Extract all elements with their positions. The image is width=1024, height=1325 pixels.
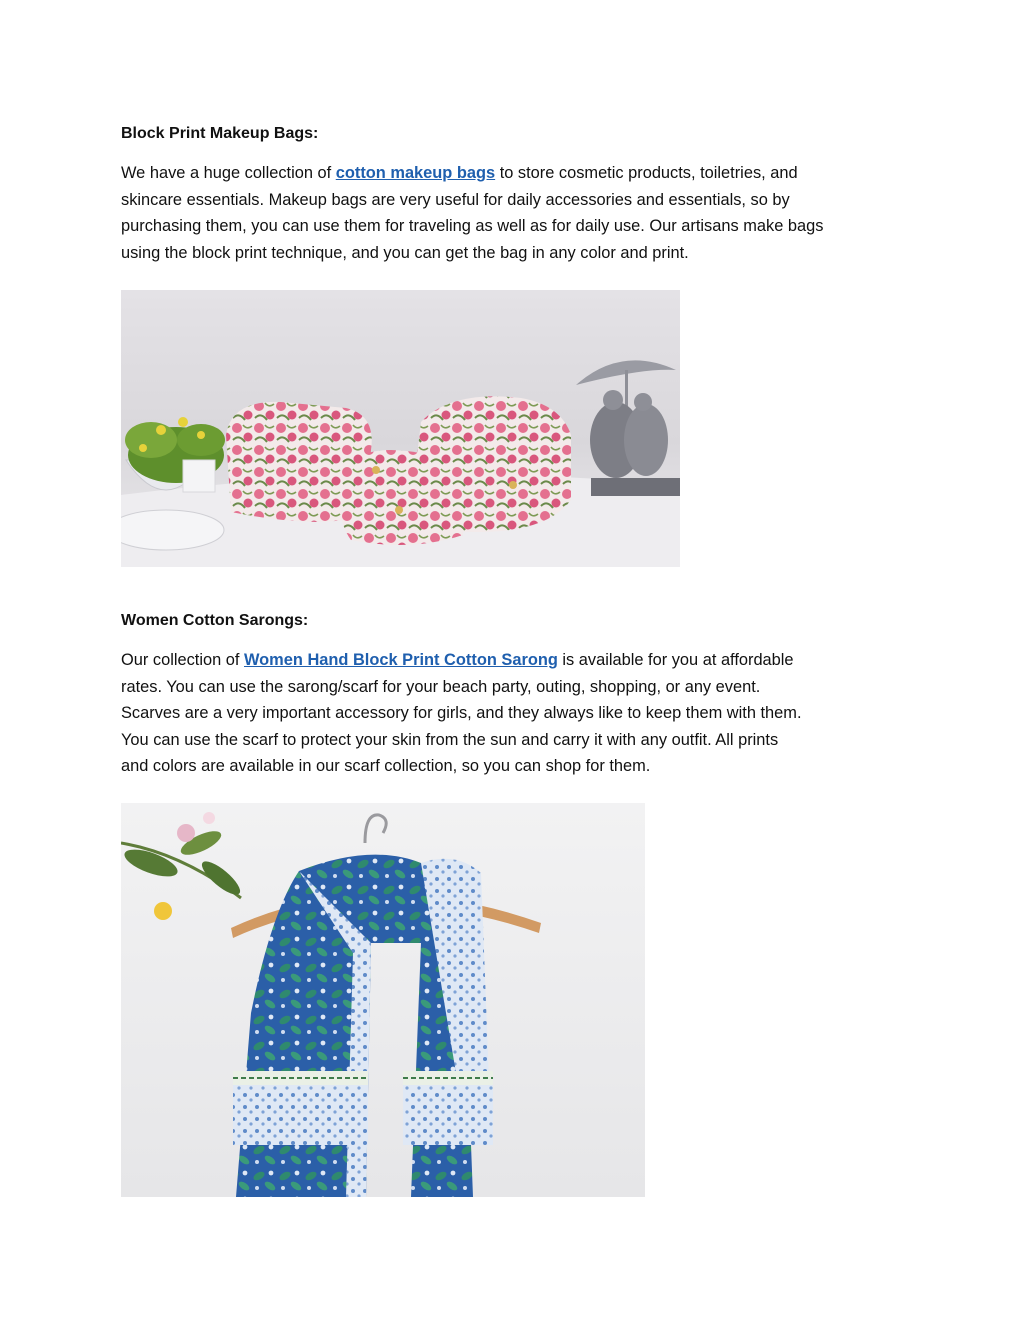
makeup-bags-paragraph [121,160,911,266]
text-span: Our collection of [121,651,244,669]
cotton-sarong-photo [121,803,645,1197]
paragraph-line [121,647,911,674]
paragraph-line: Scarves are a very important accessory for girls, and they always like to keep them with them. [121,704,802,722]
paragraph-line: skincare essentials. Makeup bags are very useful for daily accessories and essentials, so by [121,190,790,209]
cotton-sarongs-paragraph [121,647,911,780]
text-span: to store cosmetic products, toiletries, and [495,164,798,182]
text-span: is available for you at affordable [557,651,794,669]
paragraph-line: You can use the scarf to protect your skin from the sun and carry it with any outfit. All prints [121,730,779,749]
paragraph-line: using the block print technique, and you can get the bag in any color and print. [121,243,689,262]
paragraph-line: purchasing them, you can use them for traveling as well as for daily use. Our artisans make bags [121,217,824,235]
paragraph-line [121,160,911,187]
makeup-bags-photo [121,290,680,567]
cotton-sarong-link[interactable]: Women Hand Block Print Cotton Sarong [244,651,558,669]
paragraph-line: and colors are available in our scarf collection, so you can shop for them. [121,757,651,775]
text-span: We have a huge collection of [121,164,336,182]
section-heading-cotton-sarongs: Women Cotton Sarongs: [121,612,309,629]
paragraph-line: rates. You can use the sarong/scarf for your beach party, outing, shopping, or any event. [121,677,761,696]
cotton-makeup-bags-link[interactable]: cotton makeup bags [335,164,496,182]
section-heading-makeup-bags: Block Print Makeup Bags: [121,125,319,142]
